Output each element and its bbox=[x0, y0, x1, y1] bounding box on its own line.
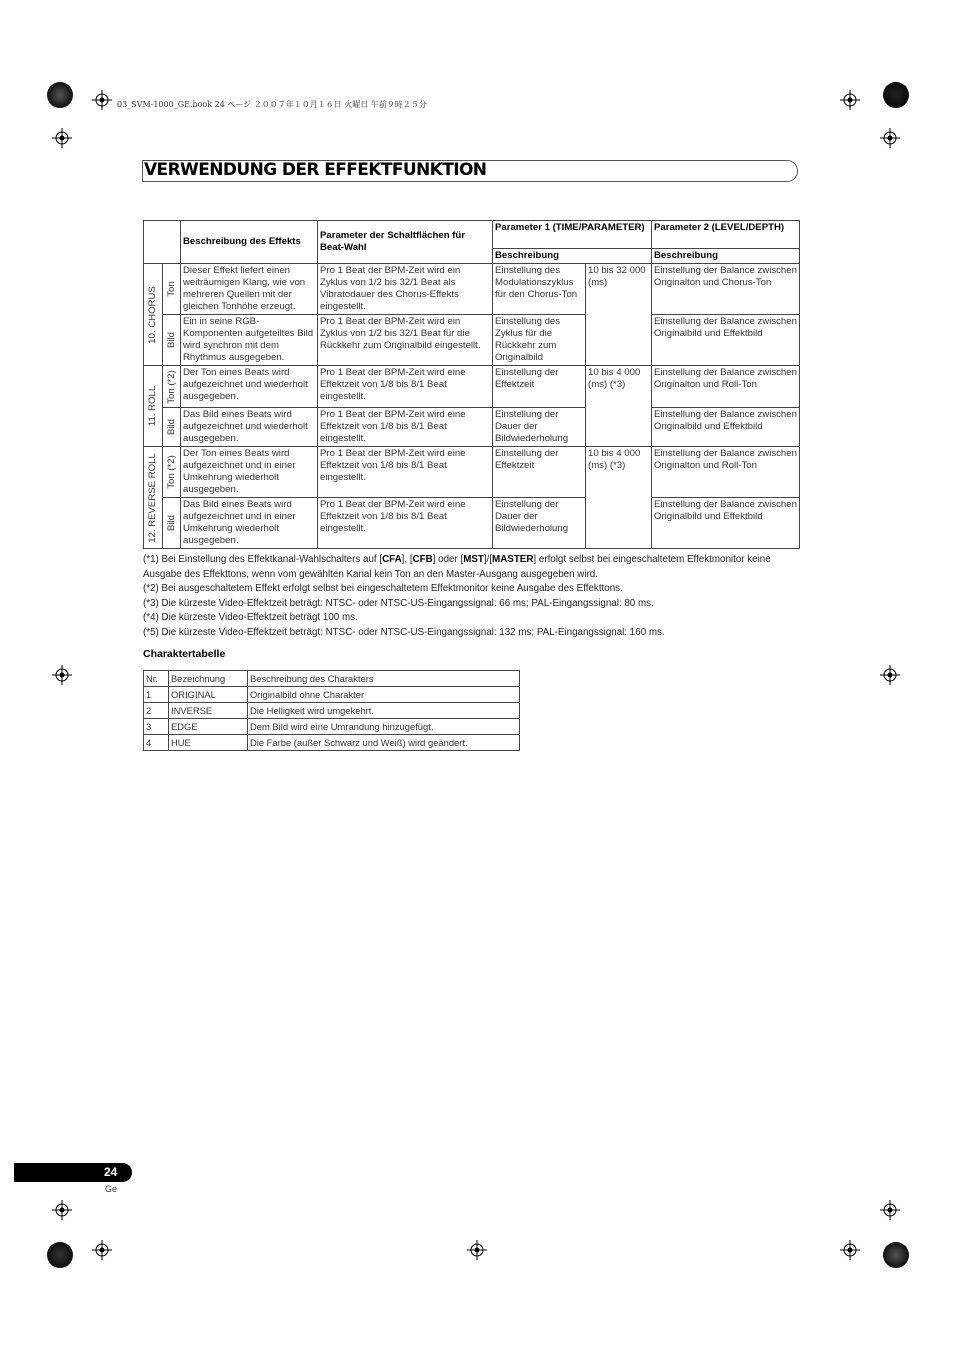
header-corner-cell bbox=[144, 221, 181, 264]
group-label: 10. CHORUS bbox=[147, 285, 158, 344]
effects-table bbox=[143, 220, 800, 549]
beat-params: Pro 1 Beat der BPM-Zeit wird ein Zyklus von 1/2 bis 32/1 Beat für die Rückkehr zum Originalbild eingestellt. bbox=[318, 315, 493, 366]
beat-params: Pro 1 Beat der BPM-Zeit wird eine Effektzeit von 1/8 bis 8/1 Beat eingestellt. bbox=[318, 447, 493, 498]
crosshair-icon bbox=[52, 665, 72, 685]
type-cell bbox=[163, 447, 181, 498]
table-row: 2 INVERSE Die Helligkeit wird umgekehrt. bbox=[144, 703, 520, 719]
effect-desc: Das Bild eines Beats wird aufgezeichnet und in einer Umkehrung wiederholt ausgegeben. bbox=[181, 498, 318, 549]
crosshair-icon bbox=[880, 1200, 900, 1220]
header-param2-desc: Beschreibung bbox=[652, 249, 800, 264]
param2-desc: Einstellung der Balance zwischen Originalbild und Effektbild bbox=[652, 498, 800, 549]
registration-disc-icon bbox=[47, 82, 73, 108]
type-label: Ton (*2) bbox=[165, 455, 177, 489]
footnote-3: (*3) Die kürzeste Video-Effektzeit beträgt: NTSC- oder NTSC-US-Eingangssignal: 66 ms; PAL-Eingangssignal: 80 ms. bbox=[143, 597, 654, 609]
param1-desc: Einstellung der Effektzeit bbox=[493, 447, 586, 498]
registration-disc-icon bbox=[47, 1242, 73, 1268]
header-param2: Parameter 2 (LEVEL/DEPTH) bbox=[652, 221, 800, 249]
param2-desc: Einstellung der Balance zwischen Originalton und Chorus-Ton bbox=[652, 264, 800, 315]
param1-desc: Einstellung des Zyklus für die Rückkehr zum Originalbild bbox=[493, 315, 586, 366]
button-label-cfb: CFB bbox=[412, 554, 433, 565]
effect-desc: Das Bild eines Beats wird aufgezeichnet und wiederholt ausgegeben. bbox=[181, 408, 318, 447]
crosshair-icon bbox=[467, 1240, 487, 1260]
type-label: Bild bbox=[165, 515, 177, 531]
registration-disc-icon bbox=[883, 1242, 909, 1268]
type-cell bbox=[163, 264, 181, 315]
crosshair-icon bbox=[880, 128, 900, 148]
group-label: 11. ROLL bbox=[147, 385, 158, 427]
col-header: Bezeichnung bbox=[169, 671, 248, 687]
param2-desc: Einstellung der Balance zwischen Originalbild und Effektbild bbox=[652, 408, 800, 447]
type-label: Bild bbox=[165, 332, 177, 348]
group-label-cell bbox=[144, 366, 163, 447]
header-param1-desc: Beschreibung bbox=[493, 249, 652, 264]
crosshair-icon bbox=[92, 1240, 112, 1260]
param1-desc: Einstellung des Modulationszyklus für den Chorus-Ton bbox=[493, 264, 586, 315]
footnote-2: (*2) Bei ausgeschaltetem Effekt erfolgt selbst bei eingeschaltetem Effektmonitor keine Ausgabe des Effekttons. bbox=[143, 583, 623, 595]
type-cell bbox=[163, 366, 181, 408]
param1-range: 10 bis 4 000 (ms) (*3) bbox=[586, 447, 652, 549]
param2-desc: Einstellung der Balance zwischen Originalton und Roll-Ton bbox=[652, 447, 800, 498]
param1-desc: Einstellung der Effektzeit bbox=[493, 366, 586, 408]
group-label: 12. REVERSE ROLL bbox=[147, 452, 158, 543]
param1-range: 10 bis 32 000 (ms) bbox=[586, 264, 652, 366]
button-label-mst: MST bbox=[463, 554, 484, 565]
beat-params: Pro 1 Beat der BPM-Zeit wird eine Effektzeit von 1/8 bis 8/1 Beat eingestellt. bbox=[318, 366, 493, 408]
header-param1: Parameter 1 (TIME/PARAMETER) bbox=[493, 221, 652, 249]
crosshair-icon bbox=[840, 1240, 860, 1260]
beat-params: Pro 1 Beat der BPM-Zeit wird eine Effektzeit von 1/8 bis 8/1 Beat eingestellt. bbox=[318, 408, 493, 447]
character-table bbox=[143, 670, 520, 751]
registration-disc-icon bbox=[883, 82, 909, 108]
crosshair-icon bbox=[52, 128, 72, 148]
header-desc: Beschreibung des Effekts bbox=[181, 221, 318, 264]
beat-params: Pro 1 Beat der BPM-Zeit wird eine Effektzeit von 1/8 bis 8/1 Beat eingestellt. bbox=[318, 498, 493, 549]
type-label: Ton (*2) bbox=[165, 369, 177, 404]
group-label-cell bbox=[144, 264, 163, 366]
param1-desc: Einstellung der Dauer der Bildwiederholung bbox=[493, 408, 586, 447]
type-label: Ton bbox=[165, 281, 177, 297]
type-label: Bild bbox=[165, 419, 177, 435]
page-number: 24 bbox=[104, 1165, 118, 1179]
effect-desc: Dieser Effekt liefert einen weiträumigen Klang, wie von mehreren Quellen mit der gleichen Tonhöhe erzeugt. bbox=[181, 264, 318, 315]
param2-desc: Einstellung der Balance zwischen Originalton und Roll-Ton bbox=[652, 366, 800, 408]
header-params: Parameter der Schaltflächen für Beat-Wahl bbox=[318, 221, 493, 264]
page-language: Ge bbox=[105, 1184, 118, 1194]
table-row bbox=[144, 264, 800, 315]
table-row bbox=[144, 315, 800, 366]
group-label-cell bbox=[144, 447, 163, 549]
table-row bbox=[144, 447, 800, 498]
table-row bbox=[144, 498, 800, 549]
button-label-cfa: CFA bbox=[382, 554, 402, 565]
footnote-5: (*5) Die kürzeste Video-Effektzeit beträgt: NTSC- oder NTSC-US-Eingangssignal: 132 ms; PAL-Eingangssignal: 160 ms. bbox=[143, 626, 665, 638]
param1-range: 10 bis 4 000 (ms) (*3) bbox=[586, 366, 652, 447]
crop-header-text: 03_SVM-1000_GE.book 24 ページ ２００７年１０月１６日 火曜日 午前９時２５分 bbox=[117, 100, 427, 109]
beat-params: Pro 1 Beat der BPM-Zeit wird ein Zyklus von 1/2 bis 32/1 Beat als Vibratodauer des Chorus-Effekts eingestellt. bbox=[318, 264, 493, 315]
col-header: Beschreibung des Charakters bbox=[248, 671, 520, 687]
crosshair-icon bbox=[52, 1200, 72, 1220]
type-cell bbox=[163, 498, 181, 549]
type-cell bbox=[163, 408, 181, 447]
table-row: 3 EDGE Dem Bild wird eine Umrandung hinzugefügt. bbox=[144, 719, 520, 735]
page-title: VERWENDUNG DER EFFEKTFUNKTION bbox=[144, 160, 487, 180]
table-row bbox=[144, 408, 800, 447]
footnotes bbox=[143, 553, 803, 641]
crosshair-icon bbox=[880, 665, 900, 685]
effect-desc: Der Ton eines Beats wird aufgezeichnet und in einer Umkehrung wiederholt ausgegeben. bbox=[181, 447, 318, 498]
crosshair-icon bbox=[840, 90, 860, 110]
table-row: 1 ORIGINAL Originalbild ohne Charakter bbox=[144, 687, 520, 703]
crosshair-icon bbox=[92, 90, 112, 110]
footnote-1: (*1) Bei Einstellung des Effektkanal-Wahlschalters auf [CFA], [CFB] oder [MST]/[MASTER] erfolgt selbst bei eingeschaltetem Effektmonitor keine Ausgabe des Effekttons, wenn vom gewählten Kanal kein Ton an den Master-Ausgang ausgegeben wird. bbox=[143, 554, 771, 580]
char-table-title: Charaktertabelle bbox=[143, 648, 226, 660]
footnote-4: (*4) Die kürzeste Video-Effektzeit beträgt 100 ms. bbox=[143, 612, 358, 624]
button-label-master: MASTER bbox=[492, 554, 534, 565]
col-header: Nr. bbox=[144, 671, 169, 687]
table-header-row bbox=[144, 671, 520, 687]
param1-desc: Einstellung der Dauer der Bildwiederholung bbox=[493, 498, 586, 549]
type-cell bbox=[163, 315, 181, 366]
param2-desc: Einstellung der Balance zwischen Originalbild und Effektbild bbox=[652, 315, 800, 366]
table-row bbox=[144, 366, 800, 408]
table-row: 4 HUE Die Farbe (außer Schwarz und Weiß) wird geändert. bbox=[144, 735, 520, 751]
effect-desc: Der Ton eines Beats wird aufgezeichnet und wiederholt ausgegeben. bbox=[181, 366, 318, 408]
effect-desc: Ein in seine RGB-Komponenten aufgeteiltes Bild wird synchron mit dem Rhythmus ausgegeben. bbox=[181, 315, 318, 366]
